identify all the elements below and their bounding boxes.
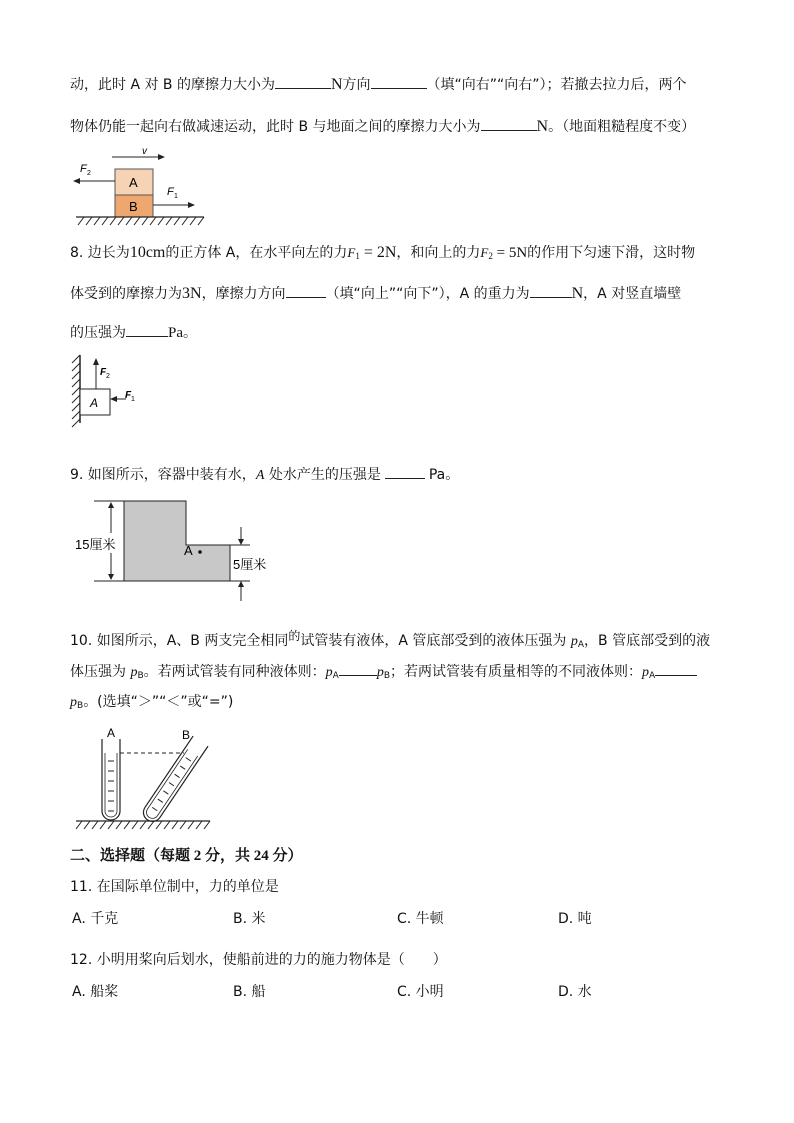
pb-subscript: B (137, 671, 144, 681)
f2-subscript: 2 (87, 170, 91, 177)
q11-option-c[interactable]: C. 牛顿 (397, 911, 444, 927)
q8-text: 8. 边长为 (70, 245, 130, 261)
q7-blank-friction-ground[interactable] (481, 116, 537, 131)
q10-text: ，B 管底部受到的液 (584, 633, 711, 649)
q8-text: 的压强为 (70, 325, 126, 341)
f2-label: F (80, 163, 87, 175)
f2-value: = 5N (492, 245, 528, 261)
q10-line1 (70, 626, 710, 655)
f2-symbol: F (480, 245, 489, 260)
q8-blank-gravity[interactable] (530, 283, 572, 298)
pb-symbol: p (130, 665, 138, 680)
q8-text: ，和向上的力 (396, 245, 481, 261)
q7-text: 。（地面粗糙程度不变） (548, 119, 696, 135)
q11-stem: 11. 在国际单位制中，力的单位是 (70, 879, 279, 895)
q8-line3 (70, 322, 197, 343)
q12-stem: 12. 小明用桨向后划水，使船前进的力的施力物体是（ ） (70, 952, 447, 968)
q8-line2 (70, 283, 681, 304)
q10-text: 试管装有液体，A 管底部受到的液体压强为 (300, 633, 571, 649)
q10-text: 10. 如图所示，A、B 两支完全相同 (70, 633, 289, 649)
pa-subscript: A (577, 640, 585, 650)
f1-symbol: F (347, 245, 356, 260)
q8-blank-friction-direction[interactable] (286, 283, 326, 298)
unit-n: N (571, 285, 584, 302)
f1-label: F (125, 390, 132, 401)
f1-label: F (167, 186, 174, 198)
point-a-symbol: A (255, 468, 265, 483)
pb-subscript: B (77, 701, 84, 711)
section-2-title: 二、选择题（每题 2 分，共 24 分） (70, 848, 303, 864)
q10-text: 的 (288, 629, 301, 643)
q7-blank-direction[interactable] (371, 74, 427, 89)
f1-subscript: 1 (355, 251, 360, 261)
q9-text: 处水产生的压强是 (264, 467, 381, 483)
tube-a-label: A (107, 726, 116, 740)
q8-text: 的正方体 A，在水平向左的力 (165, 245, 348, 261)
q12-option-b[interactable]: B. 船 (233, 984, 266, 1000)
q8-blank-pressure[interactable] (126, 322, 168, 337)
q7-figure-blocks (72, 145, 212, 230)
q8-text: 的作用下匀速下滑，这时物 (527, 245, 696, 261)
q11-option-b[interactable]: B. 米 (233, 911, 266, 927)
q10-line3 (70, 692, 233, 716)
q10-text: ；若两试管装有质量相等的不同液体则： (390, 664, 642, 680)
pb-subscript: B (383, 671, 390, 681)
height-15-label: 15厘米 (75, 537, 116, 552)
q10-text: 体压强为 (70, 664, 131, 680)
unit-pa: Pa (168, 325, 183, 341)
pb-symbol: p (376, 665, 384, 680)
q10-blank-equal-mass[interactable] (655, 661, 697, 676)
q12-option-c[interactable]: C. 小明 (397, 984, 444, 1000)
q7-line1 (70, 74, 687, 95)
pb-symbol: p (70, 695, 77, 710)
q9-text: Pa。 (428, 467, 460, 483)
q8-text: ，摩擦力方向 (201, 286, 286, 302)
block-a-label: A (90, 396, 99, 410)
tube-b-label: B (182, 728, 191, 742)
f2-label: F (100, 367, 107, 378)
height-5-label: 5厘米 (233, 557, 267, 572)
q10-blank-same-liquid[interactable] (339, 661, 377, 676)
q8-line1 (70, 243, 695, 266)
q11-option-d[interactable]: D. 吨 (558, 911, 592, 927)
q8-text: ，A 对竖直墙壁 (583, 286, 682, 302)
unit-n: N (536, 118, 549, 135)
q12-option-a[interactable]: A. 船桨 (72, 984, 119, 1000)
f1-subscript: 1 (131, 396, 135, 403)
pa-symbol: p (325, 665, 333, 680)
friction-value: 3N (182, 285, 202, 302)
q10-line2 (70, 661, 697, 686)
unit-n: N (330, 76, 343, 93)
q9-text: 9. 如图所示，容器中装有水， (70, 467, 256, 483)
velocity-label: v (142, 146, 147, 157)
q7-text: 物体仍能一起向右做减速运动，此时 B 与地面之间的摩擦力大小为 (70, 119, 481, 135)
q7-blank-friction-ab[interactable] (275, 74, 331, 89)
q10-figure-test-tubes (72, 725, 217, 835)
q7-line2 (70, 116, 695, 137)
q7-text: 方向 (342, 77, 371, 93)
pa-symbol: p (642, 665, 649, 680)
block-a-label: A (129, 175, 138, 190)
f2-subscript: 2 (488, 251, 493, 261)
q9-blank-pressure[interactable] (385, 464, 425, 479)
point-a-label: A (184, 543, 193, 558)
q11-option-a[interactable]: A. 千克 (72, 911, 119, 927)
f1-value: = 2N (359, 244, 397, 261)
q8-text: 体受到的摩擦力为 (70, 286, 182, 302)
pa-subscript: A (649, 671, 656, 681)
block-b-label: B (129, 199, 138, 214)
water-body (124, 501, 230, 581)
q9-line (70, 464, 459, 486)
f2-subscript: 2 (106, 373, 110, 380)
q8-text: 。 (183, 325, 197, 341)
q7-text: 动，此时 A 对 B 的摩擦力大小为 (70, 77, 275, 93)
tube-b (140, 736, 208, 825)
f1-subscript: 1 (174, 193, 178, 200)
q12-option-d[interactable]: D. 水 (558, 984, 592, 1000)
q8-text: （填“向上”“向下”），A 的重力为 (325, 286, 530, 302)
pa-symbol: p (570, 634, 578, 649)
q7-text: （填“向右”“向右”）；若撤去拉力后，两个 (426, 77, 687, 93)
point-a-dot (198, 550, 202, 554)
pa-subscript: A (332, 671, 339, 681)
q8-figure-wall-block (68, 353, 148, 428)
q10-text: 。(选填“＞”“＜”或“=”) (83, 694, 234, 710)
q10-text: 。若两试管装有同种液体则： (143, 664, 326, 680)
q8-length-value: 10cm (129, 244, 166, 261)
q9-figure-container (70, 495, 290, 607)
